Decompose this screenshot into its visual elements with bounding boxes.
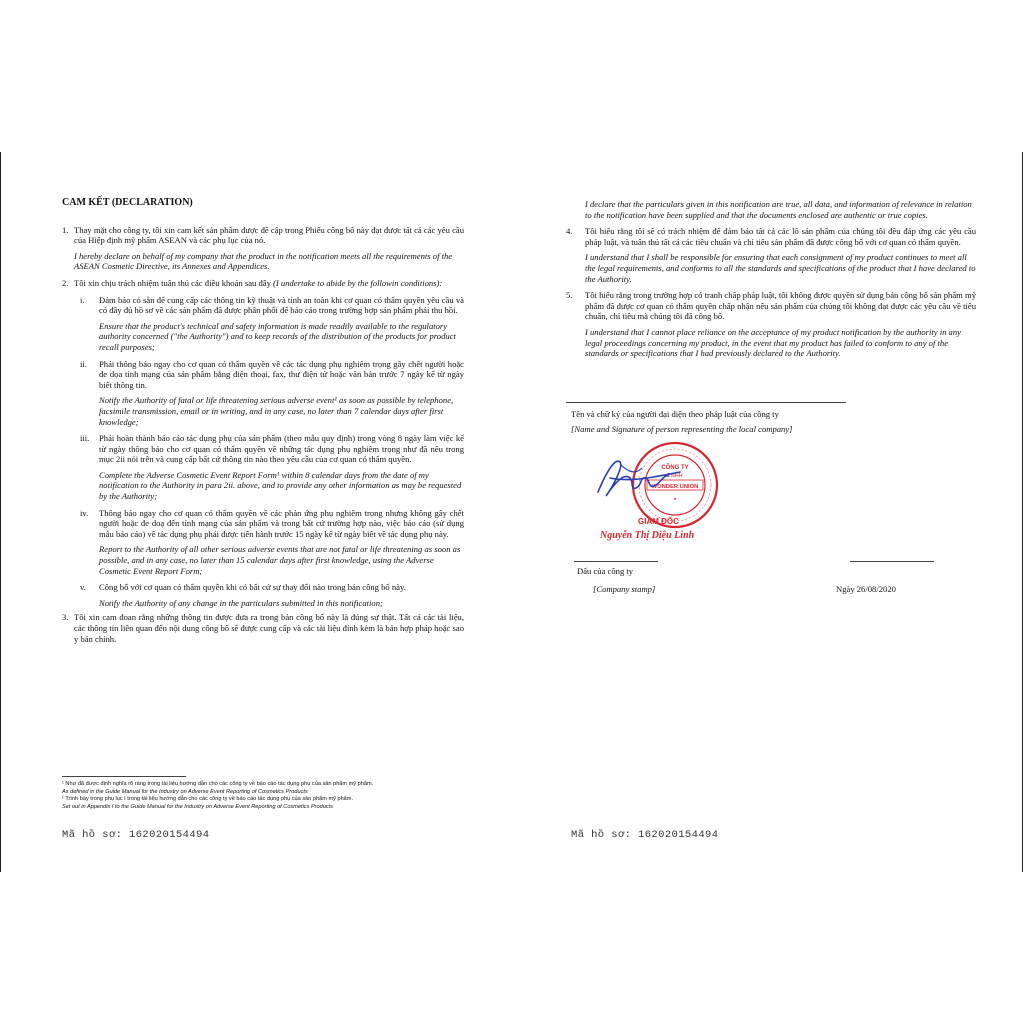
footnote-1-en: As defined in the Guide Manual for the Industry on Adverse Event Reporting of Cosmetics Products: [62, 788, 308, 795]
item-2-en: (I undertake to abide by the followin conditions):: [273, 277, 443, 288]
item-1-en: I hereby declare on behalf of my company that the product in the notification meets all the requirements of the ASEAN Cosmetic Directive, its Annexes and Appendices.: [74, 250, 453, 272]
director-signature-block: [598, 514, 738, 544]
svg-text:★: ★: [673, 496, 677, 501]
declaration-heading: CAM KẾT (DECLARATION): [62, 197, 193, 208]
company-stamp-label-en: [Company stamp]: [593, 584, 656, 594]
item-4: 4. Tôi hiểu rằng tôi sẽ có trách nhiệm để đảm bảo tất cả các lô sản phẩm của chúng tôi đều đáp ứng các yêu cầu pháp luật, và tuân thủ tất cả các tiêu chuẩn và chỉ tiêu sản phẩm đã được công bố với cơ quan có thẩm quyền. I understand that I shall be responsible for ensuring that each consignment of my product continues to meet all the legal requirements, and conforms to all the standards and specifications of the product that I have declared to the Authority.: [566, 226, 976, 284]
item-3: 3. Tôi xin cam đoan rằng những thông tin được đưa ra trong bản công bố này là đúng sự thật. Tất cả các tài liệu, các thông tin liên quan đến nội dung công bố sẽ được cung cấp và các tài liệu đính kèm là bản hợp pháp hoặc sao y bản chính.: [62, 612, 464, 644]
declaration-en: I declare that the particulars given in this notification are true, all data, and information of relevance in relation to the notification have been supplied and that the documents enclosed are authentic or true copies.: [585, 199, 972, 220]
svg-text:CÔNG TY: CÔNG TY: [661, 465, 689, 471]
footnote-divider: [62, 776, 186, 777]
item-2: 2. Tôi xin chịu trách nhiệm tuân thủ các điều khoản sau đây (I undertake to abide by the followin conditions):: [62, 277, 443, 288]
signature-label-en: [Name and Signature of person representing the local company]: [571, 424, 793, 434]
footnotes: [62, 781, 482, 811]
svg-text:GIÁM ĐỐC: GIÁM ĐỐC: [638, 517, 679, 526]
footnote-2-vn: ¹ Trình bày trong phụ lục I trong tài liệu hướng dẫn cho các công ty về báo cáo tác dụng phụ của sản phẩm mỹ phẩm.: [62, 796, 354, 803]
svg-text:TNHH: TNHH: [667, 473, 683, 479]
sub-item-iv: iv. Thông báo ngay cho cơ quan có thẩm quyền về các phản ứng phụ nghiêm trọng nhưng không gây chết người hoặc đe doạ đến tính mạng của sản phẩm và trong bất cứ trường hợp nào, việc báo cáo (sử dụng mẫu báo cáo) về tác dụng phụ phải được tiến hành trước 15 ngày kể từ ngày biết về tác dụng phụ này. Report to the Authority of all other serious adverse events that are not fatal or life threatening as soon as possible, and in any case, no later than 15 calendar days after first knowledge, using the Adverse Cosmetic Event Report Form;: [80, 507, 464, 576]
item-1: 1. Thay mặt cho công ty, tôi xin cam kết sản phẩm được đề cập trong Phiếu công bố này đạt được tất cả các yêu cầu của Hiệp định mỹ phẩm ASEAN và các phụ lục của nó. I hereby declare on behalf of my company that the product in the notification meets all the requirements of the ASEAN Cosmetic Directive, its Annexes and Appendices.: [62, 224, 464, 272]
left-border-line: [0, 152, 1, 872]
left-page: [62, 198, 464, 650]
signature-label-vn: Tên và chữ ký của người đại diện theo pháp luật của công ty: [571, 409, 779, 419]
svg-text:WONDER UNION: WONDER UNION: [651, 484, 699, 490]
stamp-divider: [574, 561, 658, 562]
sub-item-iii: iii. Phải hoàn thành báo cáo tác dụng phụ của sản phẩm (theo mẫu quy định) trong vòng 8 ngày làm việc kể từ ngày thông báo cho cơ quan có thẩm quyền về những tác dụng phụ nghiêm trọng như đã nêu trong mục 2ii nói trên và cung cấp bất cứ thông tin nào theo yêu cầu của cơ quan có thẩm quyền. Complete the Adverse Cosmetic Event Report Form¹ within 8 calendar days from the date of my notification to the Authority in para 2ii. above, and to provide any other information as may be requested by the Authority;: [80, 433, 464, 502]
right-border-line: [1022, 152, 1023, 872]
record-number-right: Mã hồ sơ: 162020154494: [571, 829, 719, 841]
footnote-2-en: Set out in Appendix I to the Guide Manual for the Industry on Adverse Event Reporting of Cosmetics Products: [62, 803, 334, 810]
item-5: 5. Tôi hiểu rằng trong trường hợp có tranh chấp pháp luật, tôi không được quyền sử dụng bản công bố sản phẩm mỹ phẩm đã được cơ quan có thẩm quyền chấp nhận nếu sản phẩm của chúng tôi không đạt được các yêu cầu về tiêu chuẩn, chỉ tiêu mà chúng tôi đã công bố. I understand that I cannot place reliance on the acceptance of my product notification by the authority in any legal proceedings concerning my product, in the event that my product has failed to conform to any of the standards or specifications that I had previously declared to the Authority.: [566, 290, 976, 359]
item-1-vn: Thay mặt cho công ty, tôi xin cam kết sản phẩm được đề cập trong Phiếu công bố này đạt được tất cả các yêu cầu của Hiệp định mỹ phẩm ASEAN và các phụ lục của nó.: [74, 224, 464, 246]
right-page: [566, 199, 976, 365]
signature-image: [590, 448, 690, 508]
svg-text:Nguyễn Thị Diệu Linh: Nguyễn Thị Diệu Linh: [600, 530, 695, 541]
date-divider: [850, 561, 934, 562]
item-2-vn: Tôi xin chịu trách nhiệm tuân thủ các điều khoản sau đây: [74, 277, 271, 288]
sub-item-ii: ii. Phải thông báo ngay cho cơ quan có thẩm quyền về các tác dụng phụ nghiêm trọng gây chết người hoặc đe dọa tính mạng của sản phẩm bằng điện thoại, fax, thư điện tử hoặc văn bản trước 7 ngày kể từ ngày biết thông tin. Notify the Authority of fatal or life threatening serious adverse event¹ as soon as possible by telephone, facsimile transmission, email or in writing, and in any case, no later than 7 calendar days after first knowledge;: [80, 358, 464, 427]
sub-item-v: v. Công bố với cơ quan có thẩm quyền khi có bất cứ sự thay đổi nào trong bản công bố này. Notify the Authority of any change in the particulars submitted in this notification;: [80, 582, 406, 608]
sub-item-i: i. Đảm bảo có sẵn để cung cấp các thông tin kỹ thuật và tính an toàn khi cơ quan có thẩm quyền yêu cầu và có đầy đủ hồ sơ về các sản phẩm đã được phân phối để báo cáo trong trường hợp sản phẩm phải thu hồi. Ensure that the product's technical and safety information is made readily available to the regulatory authority concerned ("the Authority") and to keep records of the distribution of the products for product recall purposes;: [80, 294, 464, 352]
record-number-left: Mã hồ sơ: 162020154494: [62, 829, 210, 841]
footnote-1-vn: ¹ Như đã được định nghĩa rõ ràng trong tài liệu hướng dẫn cho các công ty về báo cáo tác dụng phụ của sản phẩm mỹ phẩm.: [62, 781, 374, 787]
signature-divider: [566, 402, 846, 403]
company-stamp-label-vn: Dấu của công ty: [577, 566, 634, 576]
date-text: Ngày 26/08/2020: [836, 584, 896, 594]
